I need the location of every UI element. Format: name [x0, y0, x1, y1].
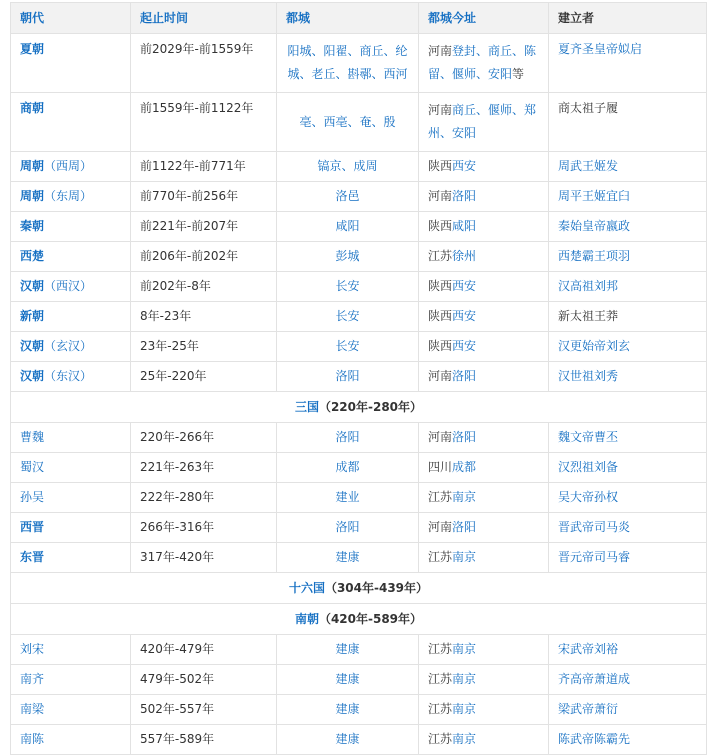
province-text: 江苏: [428, 249, 453, 263]
period-cell: 266年-316年: [131, 513, 277, 543]
capital-link[interactable]: 建康: [335, 550, 360, 564]
province-text: 陕西: [428, 339, 453, 353]
table-row: [11, 152, 707, 182]
period-cell: 502年-557年: [131, 695, 277, 725]
dynasty-link[interactable]: 汉朝: [20, 339, 45, 353]
dynasty-table: [10, 2, 707, 755]
dynasty-paren: （西周）: [44, 159, 93, 173]
city-link[interactable]: 商丘、偃师、郑州、安阳: [428, 103, 537, 140]
capital-link[interactable]: 长安: [335, 309, 360, 323]
city-link[interactable]: 南京: [452, 550, 477, 564]
period-cell: 222年-280年: [131, 483, 277, 513]
dynasty-paren: （玄汉）: [44, 339, 93, 353]
period-cell: 前221年-前207年: [131, 212, 277, 242]
province-text: 河南: [428, 369, 453, 383]
dynasty-link[interactable]: 汉朝: [20, 369, 45, 383]
city-link[interactable]: 洛阳: [452, 369, 477, 383]
table-row: [11, 635, 707, 665]
province-text: 陕西: [428, 159, 453, 173]
section-link[interactable]: 南朝: [294, 611, 319, 626]
table-row: [11, 182, 707, 212]
section-range: （304年-439年）: [324, 580, 429, 595]
period-cell: 前770年-前256年: [131, 182, 277, 212]
province-text: 河南: [428, 103, 453, 117]
capital-link[interactable]: 洛阳: [335, 369, 360, 383]
city-link[interactable]: 洛阳: [452, 430, 477, 444]
city-link[interactable]: 西安: [452, 339, 477, 353]
dynasty-link[interactable]: 周朝: [20, 189, 45, 203]
section-range: （220年-280年）: [318, 399, 423, 414]
founder-text: 新太祖王莽: [549, 302, 707, 332]
city-link[interactable]: 南京: [452, 732, 477, 746]
header-capital: 都城: [277, 3, 419, 34]
capital-link[interactable]: 阳城、阳翟、商丘、纶城、老丘、斟鄩、西河: [277, 34, 419, 93]
table-row: [11, 272, 707, 302]
capital-link[interactable]: 咸阳: [335, 219, 360, 233]
dynasty-link[interactable]: 蜀汉: [20, 460, 45, 474]
table-row: [11, 332, 707, 362]
period-cell: 220年-266年: [131, 423, 277, 453]
table-row: [11, 453, 707, 483]
city-link[interactable]: 南京: [452, 490, 477, 504]
province-text: 陕西: [428, 309, 453, 323]
province-text: 江苏: [428, 732, 453, 746]
table-row: [11, 362, 707, 392]
period-cell: 25年-220年: [131, 362, 277, 392]
city-link[interactable]: 成都: [452, 460, 477, 474]
table-row: [11, 212, 707, 242]
dynasty-link[interactable]: 刘宋: [20, 642, 45, 656]
dynasty-link[interactable]: 南梁: [20, 702, 45, 716]
period-cell: 前2029年-前1559年: [131, 34, 277, 93]
dynasty-link[interactable]: 周朝: [20, 159, 45, 173]
table-row: [11, 513, 707, 543]
capital-link[interactable]: 建康: [335, 702, 360, 716]
province-text: 河南: [428, 44, 453, 58]
section-link[interactable]: 十六国: [288, 580, 325, 595]
table-row: [11, 423, 707, 453]
period-cell: 前202年-8年: [131, 272, 277, 302]
dynasty-link[interactable]: 商朝: [20, 101, 45, 115]
capital-link[interactable]: 镐京、成周: [317, 159, 378, 173]
dynasty-link[interactable]: 秦朝: [20, 219, 45, 233]
founder-text: 商太祖子履: [549, 93, 707, 152]
dynasty-link[interactable]: 南陈: [20, 732, 45, 746]
city-link[interactable]: 洛阳: [452, 520, 477, 534]
city-link[interactable]: 洛阳: [452, 189, 477, 203]
founder-link[interactable]: 陈武帝陈霸先: [558, 732, 631, 746]
capital-link[interactable]: 建业: [335, 490, 360, 504]
dynasty-link[interactable]: 西楚: [20, 249, 45, 263]
location-cell: [419, 34, 549, 93]
header-period: 起止时间: [131, 3, 277, 34]
founder-link[interactable]: 夏齐圣皇帝姒启: [558, 42, 643, 56]
city-link[interactable]: 南京: [452, 642, 477, 656]
period-cell: 23年-25年: [131, 332, 277, 362]
province-text: 陕西: [428, 279, 453, 293]
founder-link[interactable]: 汉烈祖刘备: [558, 460, 619, 474]
capital-link[interactable]: 洛阳: [335, 430, 360, 444]
founder-link[interactable]: 晋元帝司马睿: [558, 550, 631, 564]
province-text: 江苏: [428, 642, 453, 656]
period-cell: 479年-502年: [131, 665, 277, 695]
section-row-sanguo: [11, 392, 707, 423]
capital-link[interactable]: 洛阳: [335, 520, 360, 534]
founder-link[interactable]: 西楚霸王项羽: [558, 249, 631, 263]
city-link[interactable]: 南京: [452, 702, 477, 716]
province-text: 河南: [428, 189, 453, 203]
table-row: [11, 543, 707, 573]
province-text: 江苏: [428, 702, 453, 716]
founder-link[interactable]: 晋武帝司马炎: [558, 520, 631, 534]
province-text: 江苏: [428, 672, 453, 686]
capital-link[interactable]: 亳、西亳、奄、殷: [277, 93, 419, 152]
city-link[interactable]: 徐州: [452, 249, 477, 263]
capital-link[interactable]: 成都: [335, 460, 360, 474]
founder-link[interactable]: 秦始皇帝嬴政: [558, 219, 631, 233]
city-link[interactable]: 西安: [452, 309, 477, 323]
location-cell: [419, 93, 549, 152]
period-cell: 420年-479年: [131, 635, 277, 665]
table-row: [11, 302, 707, 332]
table-row: [11, 93, 707, 152]
dynasty-link[interactable]: 汉朝: [20, 279, 45, 293]
founder-link[interactable]: 汉高祖刘邦: [558, 279, 619, 293]
dynasty-paren: （东汉）: [44, 369, 93, 383]
founder-link[interactable]: 周平王姬宜臼: [558, 189, 631, 203]
dynasty-link[interactable]: 新朝: [20, 309, 45, 323]
capital-link[interactable]: 洛邑: [335, 189, 360, 203]
city-link[interactable]: 西安: [452, 159, 477, 173]
table-row: [11, 695, 707, 725]
period-cell: 8年-23年: [131, 302, 277, 332]
dynasty-link[interactable]: 西晋: [20, 520, 45, 534]
dynasty-paren: （东周）: [44, 189, 93, 203]
founder-link[interactable]: 吴大帝孙权: [558, 490, 619, 504]
province-text: 江苏: [428, 550, 453, 564]
period-cell: 557年-589年: [131, 725, 277, 755]
city-link[interactable]: 咸阳: [452, 219, 477, 233]
table-header-row: [11, 3, 707, 34]
province-text: 陕西: [428, 219, 453, 233]
table-row: [11, 34, 707, 93]
province-text: 四川: [428, 460, 453, 474]
period-cell: 前1559年-前1122年: [131, 93, 277, 152]
section-row-shiliuguo: [11, 573, 707, 604]
province-text: 河南: [428, 520, 453, 534]
period-cell: 317年-420年: [131, 543, 277, 573]
capital-link[interactable]: 长安: [335, 279, 360, 293]
founder-link[interactable]: 周武王姬发: [558, 159, 619, 173]
dynasty-link[interactable]: 夏朝: [20, 42, 45, 56]
capital-link[interactable]: 建康: [335, 732, 360, 746]
period-cell: 221年-263年: [131, 453, 277, 483]
founder-link[interactable]: 齐高帝萧道成: [558, 672, 631, 686]
capital-link[interactable]: 建康: [335, 642, 360, 656]
section-range: （420年-589年）: [318, 611, 423, 626]
table-row: [11, 483, 707, 513]
city-link[interactable]: 南京: [452, 672, 477, 686]
header-location: 都城今址: [419, 3, 549, 34]
table-row: [11, 725, 707, 755]
dynasty-paren: （西汉）: [44, 279, 93, 293]
capital-link[interactable]: 彭城: [335, 249, 360, 263]
city-link[interactable]: 登封、商丘、陈留、偃师、安阳: [428, 44, 537, 81]
founder-link[interactable]: 梁武帝萧衍: [558, 702, 619, 716]
founder-link[interactable]: 宋武帝刘裕: [558, 642, 619, 656]
period-cell: 前1122年-前771年: [131, 152, 277, 182]
dynasty-link[interactable]: 南齐: [20, 672, 45, 686]
province-text: 河南: [428, 430, 453, 444]
header-dynasty: 朝代: [11, 3, 131, 34]
founder-link[interactable]: 汉世祖刘秀: [558, 369, 619, 383]
dynasty-link[interactable]: 曹魏: [20, 430, 45, 444]
capital-link[interactable]: 长安: [335, 339, 360, 353]
period-cell: 前206年-前202年: [131, 242, 277, 272]
province-text: 江苏: [428, 490, 453, 504]
section-row-nanchao: [11, 604, 707, 635]
section-link[interactable]: 三国: [294, 399, 319, 414]
founder-link[interactable]: 汉更始帝刘玄: [558, 339, 631, 353]
dynasty-link[interactable]: 孙吴: [20, 490, 45, 504]
location-suffix: 等: [512, 67, 525, 81]
table-row: [11, 665, 707, 695]
table-row: [11, 242, 707, 272]
dynasty-link[interactable]: 东晋: [20, 550, 45, 564]
capital-link[interactable]: 建康: [335, 672, 360, 686]
city-link[interactable]: 西安: [452, 279, 477, 293]
header-founder: 建立者: [549, 3, 707, 34]
founder-link[interactable]: 魏文帝曹丕: [558, 430, 619, 444]
